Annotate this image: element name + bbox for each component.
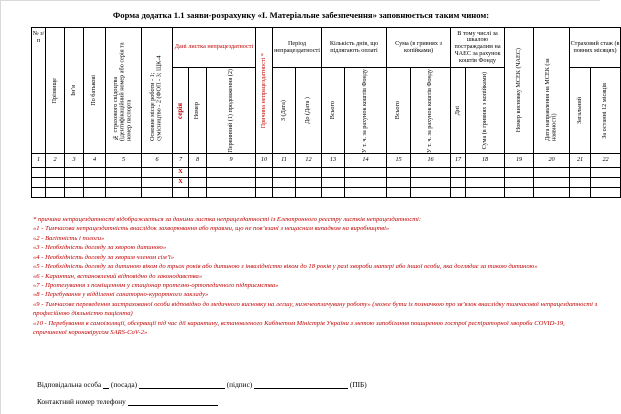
column-number: 8 (189, 154, 207, 168)
col-amount-fund-header: У т. ч. за рахунок коштів Фонду (426, 68, 434, 153)
col-from-header: З (Дата) (279, 99, 287, 122)
pib-label: (ПІБ) (349, 380, 367, 389)
column-number: 1 (32, 154, 46, 168)
column-number: 7 (173, 154, 189, 168)
col-number-header: Номер (193, 101, 201, 120)
chaes-group-header: В тому числі за шкалою постраждалим на ЧАЕС за рахунок коштів Фонду (451, 28, 505, 68)
column-number: 5 (106, 154, 142, 168)
phone-label: Контактний номер телефону (37, 397, 126, 406)
cause-notes (33, 215, 598, 337)
phone-field (128, 405, 218, 406)
series-mark: X (173, 178, 189, 188)
note-item: «4 - Необхідність догляду за хворим членом сім’ї» (33, 253, 175, 261)
note-item: «3 - Необхідність догляду за хворою дитиною» (33, 244, 167, 252)
col-patronymic-header: По батькові (90, 75, 98, 106)
amount-group-header: Сума (в гривнях з копійками) (387, 28, 451, 68)
note-item: «10 - Перебування в самоізоляції, обсервації під час дії карантину, встановленого Кабінетом Міністрів України з метою запобігання поширенню гострої респіраторної хвороби COVID-19, спричиненої коронавірусом SARS-CoV-2» (33, 319, 565, 337)
col-insurance-total-header: Загальний (575, 96, 583, 125)
note-item: «2 - Вагітність і пологи» (33, 234, 105, 242)
column-number: 12 (296, 154, 322, 168)
column-number: 22 (591, 154, 621, 168)
col-job-header: Основне місце роботи - 1; сумісництво - 2 (ФОП - 3; ЩК-4 (149, 55, 163, 141)
period-group-header: Період непрацездатності (273, 28, 322, 68)
note-item: «5 - Необхідність догляду за дитиною віком до трьох років або дитиною з інвалідністю віком до 18 років у разі хвороби матері або іншої особи, яка доглядає за такою дитиною» (33, 263, 538, 271)
col-days-fund-header: У т. ч. за рахунок коштів Фонду (361, 68, 369, 153)
column-number: 16 (411, 154, 451, 168)
col-primary-header: Первинний (1) продовження (2) (226, 68, 234, 153)
column-number: 11 (273, 154, 296, 168)
responsible-label: Відповідальна особа (37, 380, 102, 389)
series-mark: X (173, 168, 189, 178)
sick-leave-table (31, 27, 621, 198)
col-chaes-sum-header: Сума (в гривнях з копійками) (480, 71, 488, 150)
note-item: «1 - Тимчасова непрацездатність внаслідок захворювання або травми, що не пов’язані з нещасним випадком на виробництві» (33, 225, 390, 233)
note-item: «6 - Карантин, встановлений відповідно до законодавства» (33, 272, 203, 280)
col-cause-header: Причина непрацездатності * (259, 52, 267, 129)
sick-leave-group-header: Дані листка непрацездатності (173, 28, 256, 68)
column-number: 21 (570, 154, 591, 168)
column-number: 2 (46, 154, 65, 168)
column-number: 15 (387, 154, 411, 168)
col-days-total-header: Всього (328, 101, 336, 120)
insurance-group-header: Страховий стаж (в повних місяцях) (570, 28, 621, 68)
column-number: 18 (466, 154, 505, 168)
col-no-header: № з/п (32, 28, 46, 154)
col-to-header: До (Дата ) (304, 97, 312, 124)
col-series-header: серія (175, 102, 184, 119)
note-item: * причина непрацездатності відображається за даними листка непрацездатності із Електронного реєстру листків непрацездатності: (33, 216, 422, 223)
column-number: 6 (142, 154, 173, 168)
col-chaes-days-header: Дні (453, 105, 461, 116)
note-item: «9 - Тимчасове переведення застрахованої особи відповідно до медичного висновку на легшу, нижчеоплачувану роботу» (може бути із позначкою про зв’язок внаслідку тимчасової непрацездатності з професійною діяльністю пацієнта) (33, 300, 598, 318)
signature-label: (підпис) (226, 380, 253, 389)
column-number: 4 (84, 154, 106, 168)
col-id-header: № страхового свідоцтва (ідентифікаційний номер або серія та номер паспорта (112, 41, 133, 141)
col-mse-date-header: Дата направлення на МСЕК (за наявності) (543, 57, 558, 141)
col-surname-header: Прізвище (50, 77, 58, 104)
column-number: 13 (322, 154, 345, 168)
col-amount-total-header: Всього (394, 101, 402, 120)
column-number: 3 (65, 154, 84, 168)
page-title: Форма додатка 1.1 заяви-розрахунку «І. Матеріальне забезпечення» заповнюється таким чином: (112, 10, 490, 20)
position-label: (посада) (110, 380, 138, 389)
col-name-header: Ім’я (69, 85, 77, 96)
note-item: «8 - Перебування у відділенні санаторно-курортного закладу» (33, 291, 209, 299)
column-number: 14 (345, 154, 387, 168)
column-number: 9 (207, 154, 256, 168)
col-insurance-last12-header: За останні 12 місяців (601, 82, 609, 139)
column-number: 10 (256, 154, 273, 168)
column-number: 19 (505, 154, 534, 168)
col-mse-number-header: Номер висновку МСЕК (ЧАЕС) (514, 48, 522, 133)
phone-line (37, 397, 218, 406)
responsible-line (37, 380, 367, 389)
note-item: «7 - Протезування з поміщенням у стаціонар протезно-ортопедичного підприємства» (33, 281, 279, 289)
column-number: 17 (451, 154, 466, 168)
days-group-header: Кількість днів, що підлягають оплаті (322, 28, 387, 68)
column-number: 20 (534, 154, 570, 168)
